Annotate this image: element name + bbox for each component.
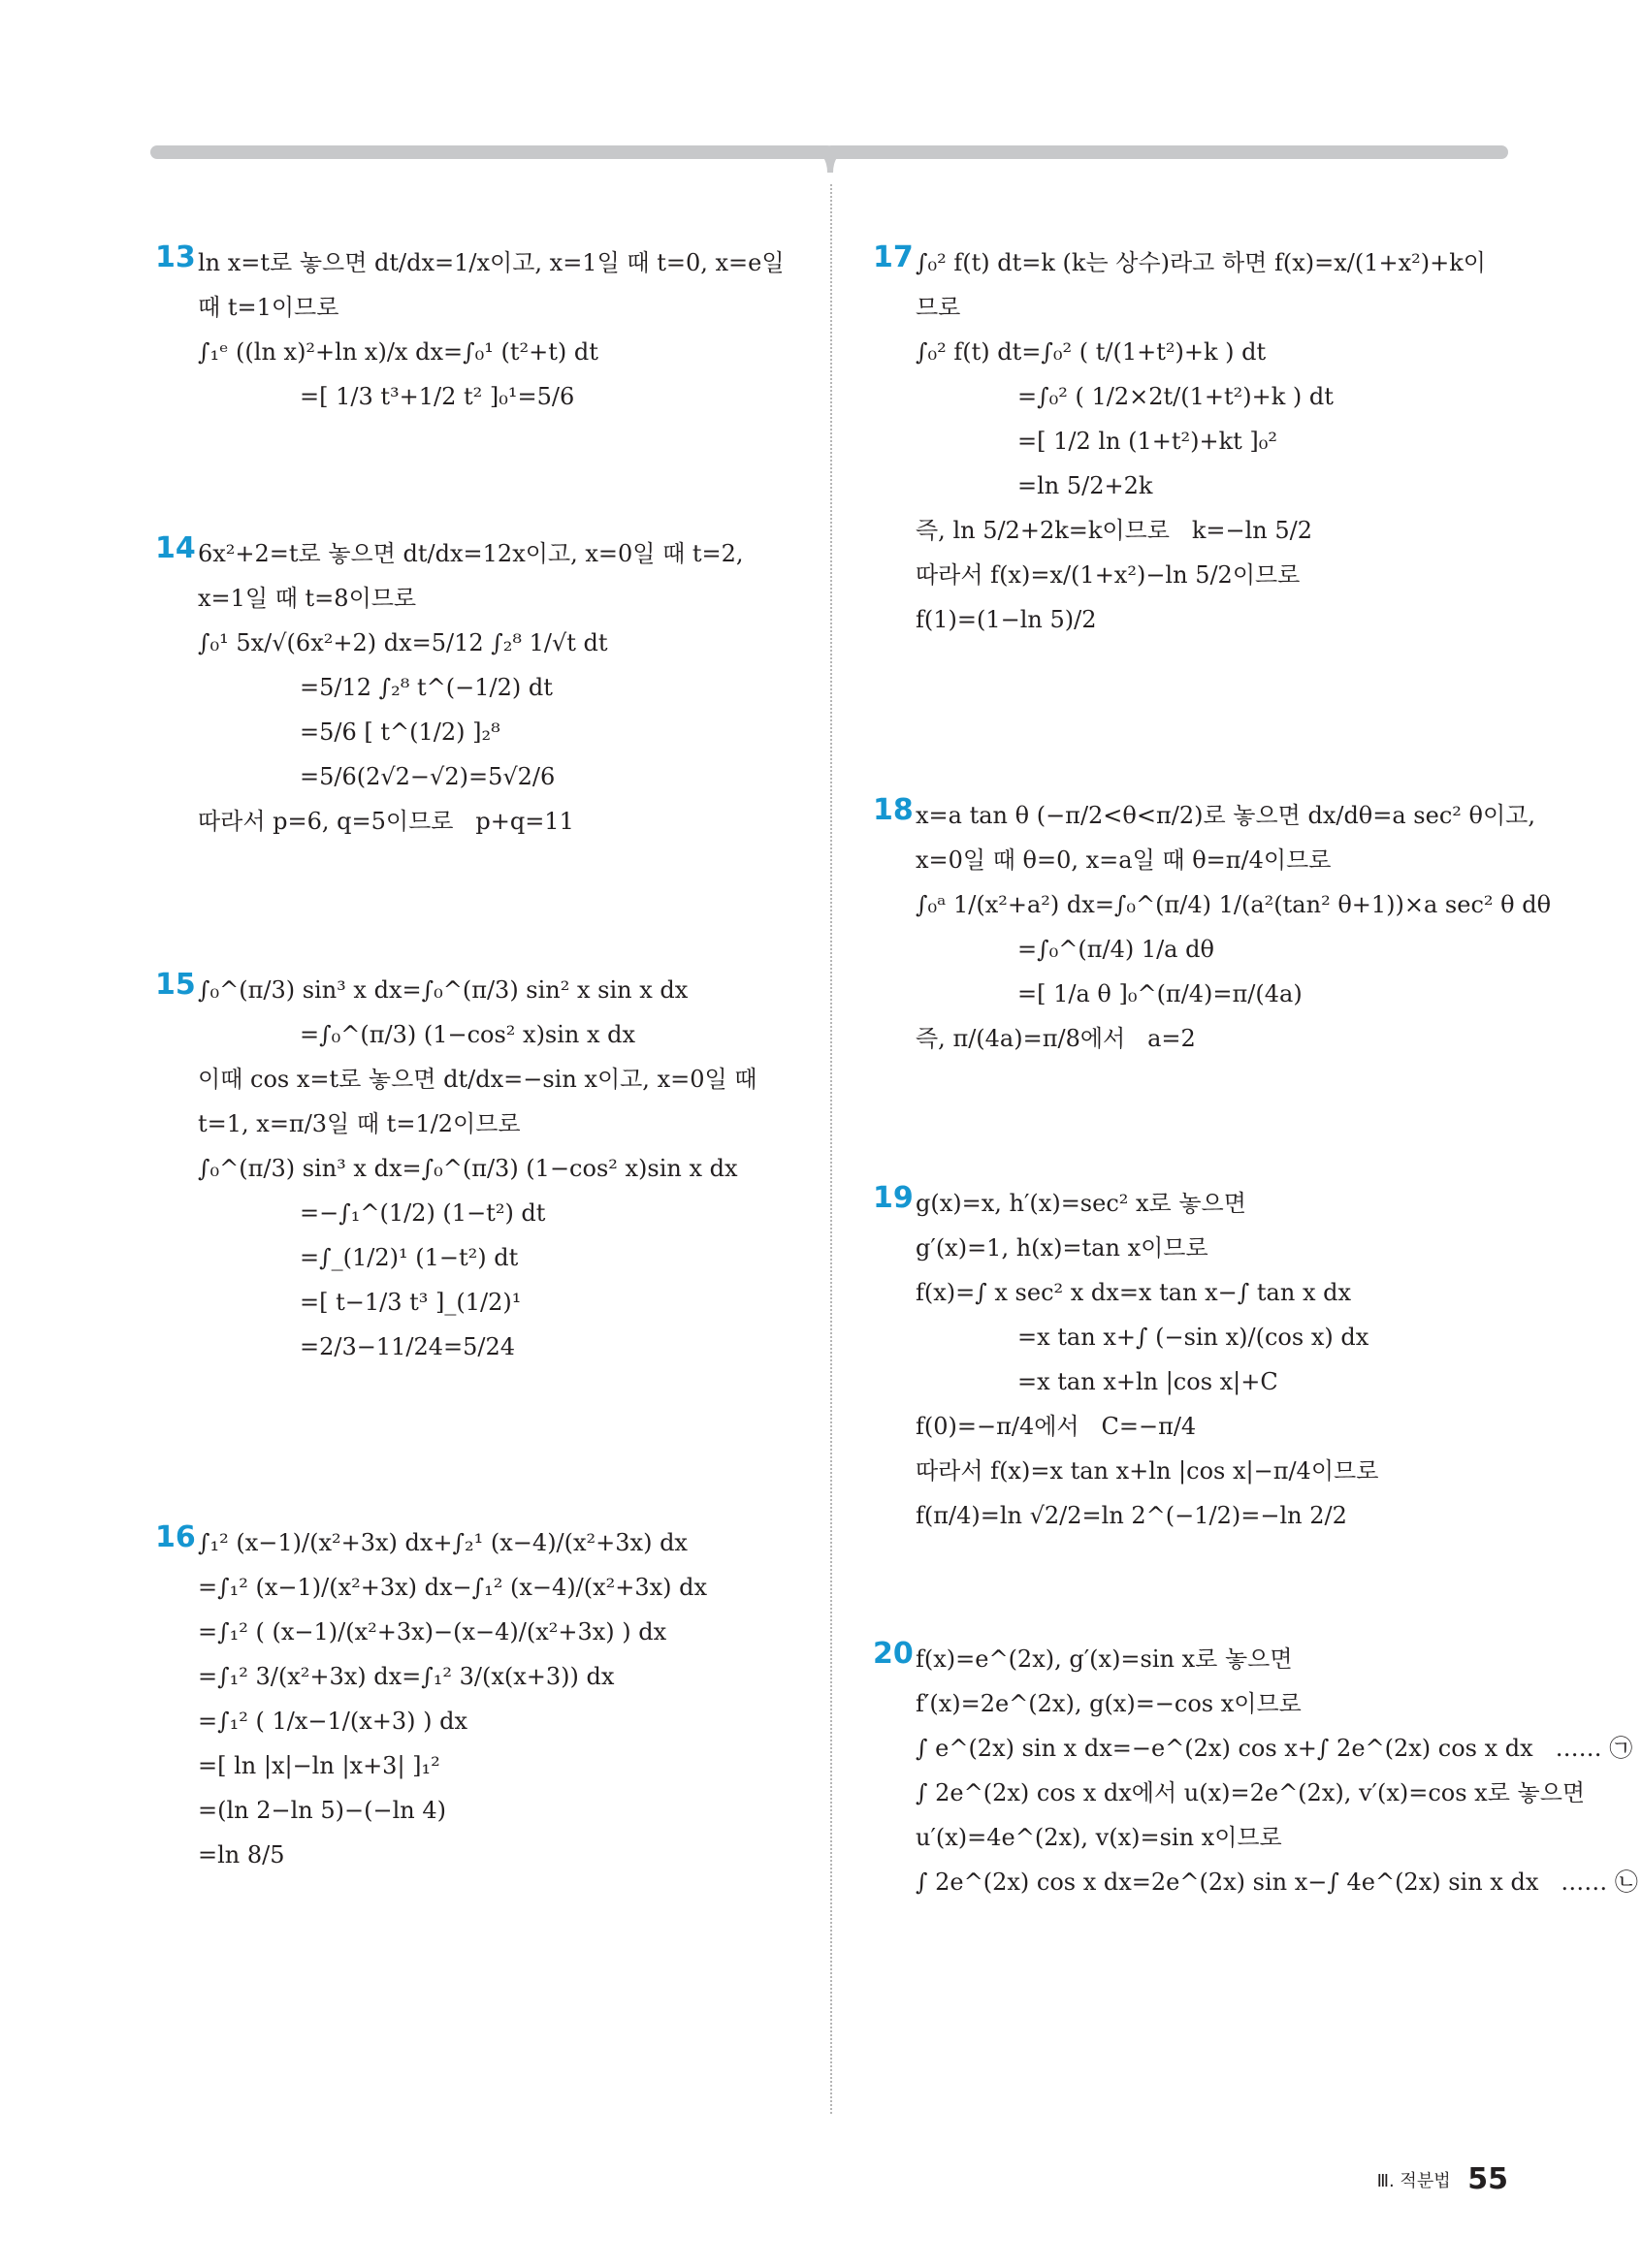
solution-line: =5/6 [ t^(1/2) ]₂⁸: [300, 719, 500, 746]
problem-18: [873, 793, 1552, 1113]
problem-number: 19: [873, 1181, 914, 1215]
left-column: [155, 240, 786, 1877]
solution-line: ∫ e^(2x) sin x dx=−e^(2x) cos x+∫ 2e^(2x) cos x dx …… ㉠: [916, 1735, 1633, 1762]
header-bar-left: [150, 145, 834, 159]
chapter-label: Ⅲ. 적분법: [1376, 2170, 1451, 2191]
page-footer: [1377, 2162, 1508, 2196]
solution-line: 따라서 f(x)=x/(1+x²)−ln 5/2이므로: [916, 561, 1301, 589]
problem-15: [155, 968, 786, 1453]
solution-line: x=a tan θ (−π/2<θ<π/2)로 놓으면 dx/dθ=a sec² θ이고,: [916, 802, 1535, 829]
solution-line: =(ln 2−ln 5)−(−ln 4): [198, 1797, 446, 1824]
problem-13: [155, 240, 786, 463]
solution-line: ∫₀^(π/3) sin³ x dx=∫₀^(π/3) (1−cos² x)sin x dx: [198, 1155, 738, 1182]
solution-line: g(x)=x, h′(x)=sec² x로 놓으면: [916, 1190, 1246, 1217]
solution-line: ∫₀² f(t) dt=∫₀² ( t/(1+t²)+k ) dt: [916, 338, 1267, 366]
solution-line: =5/12 ∫₂⁸ t^(−1/2) dt: [300, 674, 553, 701]
solution-line: =∫₀^(π/3) (1−cos² x)sin x dx: [300, 1021, 636, 1048]
solution-line: ∫ 2e^(2x) cos x dx에서 u(x)=2e^(2x), v′(x)=cos x로 놓으면: [916, 1779, 1586, 1806]
problem-number: 15: [155, 968, 196, 1002]
solution-line: ∫₀ᵃ 1/(x²+a²) dx=∫₀^(π/4) 1/(a²(tan² θ+1))×a sec² θ dθ: [916, 891, 1552, 918]
solution-line: =x tan x+ln |cos x|+C: [1017, 1368, 1278, 1395]
problem-16: [155, 1520, 786, 1877]
problem-number: 13: [155, 240, 196, 274]
solution-line: 이때 cos x=t로 놓으면 dt/dx=−sin x이고, x=0일 때: [198, 1066, 757, 1093]
solution-line: =[ 1/3 t³+1/2 t² ]₀¹=5/6: [300, 383, 575, 410]
solution-line: =ln 5/2+2k: [1017, 472, 1153, 499]
solution-line: 따라서 f(x)=x tan x+ln |cos x|−π/4이므로: [916, 1457, 1379, 1485]
solution-line: =∫₁² ( (x−1)/(x²+3x)−(x−4)/(x²+3x) ) dx: [198, 1618, 667, 1645]
solution-line: =∫₀^(π/4) 1/a dθ: [1017, 936, 1214, 963]
solution-line: =ln 8/5: [198, 1841, 285, 1869]
problem-number: 16: [155, 1520, 196, 1554]
solution-line: =2/3−11/24=5/24: [300, 1333, 516, 1360]
solution-line: x=1일 때 t=8이므로: [198, 585, 417, 612]
right-column: [873, 240, 1638, 1904]
header-bar-right: [824, 145, 1508, 159]
header-notch: [811, 145, 850, 175]
solution-line: 즉, ln 5/2+2k=k이므로 k=−ln 5/2: [916, 517, 1312, 544]
problem-20: [873, 1637, 1638, 1904]
solution-line: u′(x)=4e^(2x), v(x)=sin x이므로: [916, 1824, 1282, 1851]
solution-line: 때 t=1이므로: [198, 294, 339, 321]
solution-line: ∫₁² (x−1)/(x²+3x) dx+∫₂¹ (x−4)/(x²+3x) dx: [198, 1529, 688, 1556]
solution-line: =∫₁² (x−1)/(x²+3x) dx−∫₁² (x−4)/(x²+3x) dx: [198, 1574, 708, 1601]
problem-14: [155, 531, 786, 900]
solution-line: ln x=t로 놓으면 dt/dx=1/x이고, x=1일 때 t=0, x=e일: [198, 249, 785, 276]
solution-line: f′(x)=2e^(2x), g(x)=−cos x이므로: [916, 1690, 1302, 1717]
solution-line: =∫_(1/2)¹ (1−t²) dt: [300, 1244, 519, 1271]
problem-number: 20: [873, 1637, 914, 1671]
solution-line: 따라서 p=6, q=5이므로 p+q=11: [198, 808, 574, 835]
problem-17: [873, 240, 1503, 706]
solution-line: t=1, x=π/3일 때 t=1/2이므로: [198, 1110, 521, 1137]
solution-line: =∫₀² ( 1/2×2t/(1+t²)+k ) dt: [1017, 383, 1334, 410]
solution-line: =∫₁² 3/(x²+3x) dx=∫₁² 3/(x(x+3)) dx: [198, 1663, 615, 1690]
solution-line: 므로: [916, 294, 961, 321]
solution-line: ∫₀¹ 5x/√(6x²+2) dx=5/12 ∫₂⁸ 1/√t dt: [198, 629, 608, 656]
problem-19: [873, 1181, 1503, 1569]
solution-line: x=0일 때 θ=0, x=a일 때 θ=π/4이므로: [916, 847, 1332, 874]
solution-line: 즉, π/(4a)=π/8에서 a=2: [916, 1025, 1196, 1052]
solution-line: =x tan x+∫ (−sin x)/(cos x) dx: [1017, 1324, 1369, 1351]
problem-number: 17: [873, 240, 914, 274]
solution-line: f(0)=−π/4에서 C=−π/4: [916, 1413, 1197, 1440]
solution-line: =5/6(2√2−√2)=5√2/6: [300, 763, 556, 790]
solution-line: ∫ 2e^(2x) cos x dx=2e^(2x) sin x−∫ 4e^(2x) sin x dx …… ㉡: [916, 1869, 1638, 1896]
solution-line: g′(x)=1, h(x)=tan x이므로: [916, 1234, 1208, 1262]
problem-number: 18: [873, 793, 914, 827]
solution-line: ∫₀^(π/3) sin³ x dx=∫₀^(π/3) sin² x sin x dx: [198, 976, 689, 1004]
solution-line: f(1)=(1−ln 5)/2: [916, 606, 1097, 633]
page-number: 55: [1467, 2162, 1508, 2196]
solution-line: ∫₀² f(t) dt=k (k는 상수)라고 하면 f(x)=x/(1+x²)+k이: [916, 249, 1486, 276]
solution-line: =[ ln |x|−ln |x+3| ]₁²: [198, 1752, 440, 1779]
solution-line: =∫₁² ( 1/x−1/(x+3) ) dx: [198, 1708, 467, 1735]
solution-line: f(π/4)=ln √2/2=ln 2^(−1/2)=−ln 2/2: [916, 1502, 1347, 1529]
column-divider: [830, 184, 832, 2114]
solution-line: ∫₁ᵉ ((ln x)²+ln x)/x dx=∫₀¹ (t²+t) dt: [198, 338, 598, 366]
solution-line: f(x)=e^(2x), g′(x)=sin x로 놓으면: [916, 1645, 1293, 1673]
solution-line: =[ 1/a θ ]₀^(π/4)=π/(4a): [1017, 980, 1303, 1007]
solution-line: =[ t−1/3 t³ ]_(1/2)¹: [300, 1289, 522, 1316]
solution-line: =−∫₁^(1/2) (1−t²) dt: [300, 1199, 546, 1227]
problem-number: 14: [155, 531, 196, 565]
solution-line: f(x)=∫ x sec² x dx=x tan x−∫ tan x dx: [916, 1279, 1352, 1306]
solution-line: 6x²+2=t로 놓으면 dt/dx=12x이고, x=0일 때 t=2,: [198, 540, 744, 567]
solution-line: =[ 1/2 ln (1+t²)+kt ]₀²: [1017, 428, 1278, 455]
